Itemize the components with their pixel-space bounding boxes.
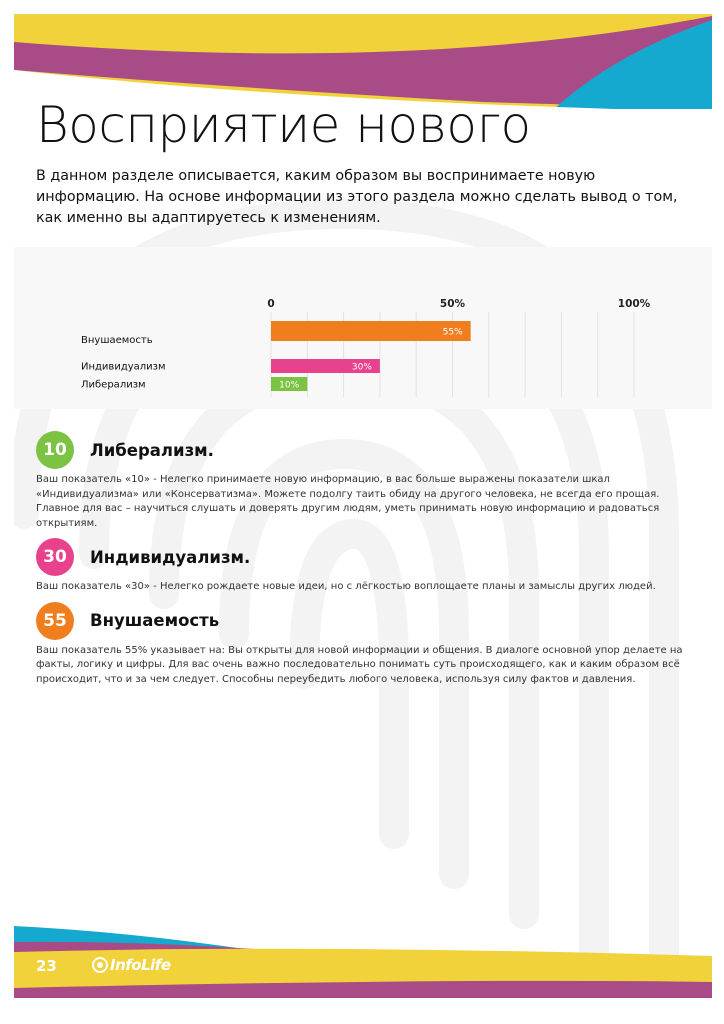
section-header (36, 537, 696, 577)
chart-panel (14, 247, 712, 409)
page-title: Восприятие нового (36, 96, 531, 154)
bar-value-label: 30% (351, 362, 372, 373)
results-sections (36, 430, 696, 693)
logo-text: InfoLife (110, 956, 171, 974)
chart-tick-labels (267, 298, 650, 310)
bar-value-label: 10% (279, 380, 300, 391)
bar-chart (14, 247, 712, 409)
section-text: Ваш показатель 55% указывает на: Вы открыты для новой информации и общения. В диалоге основной упор делаете на факты, логику и цифры. Для вас очень важно последовательно понимать суть происходящего, как и каким образом всё происходит, что и за чем следует. Способны переубедить любого человека, используя силу фактов и давления. (36, 644, 683, 685)
x-tick-label: 0 (267, 298, 275, 310)
logo-mark-icon (92, 956, 108, 974)
section-title: Либерализм. (90, 440, 214, 460)
bar-1 (271, 321, 471, 341)
score-badge: 10 (36, 431, 74, 469)
section-text: Ваш показатель «10» - Нелегко принимаете новую информацию, в вас больше выражены показатели шкал «Индивидуализма» или «Консерватизма». Можете подолгу таить обиду на другого человека, не всегда его прощая. Главное для вас – научиться слушать и доверять другим людям, уметь принимать новую информацию и радоваться открытиям. (36, 474, 660, 529)
section-liberalism (36, 430, 696, 531)
category-label: Либерализм (81, 379, 146, 391)
chart-bars (271, 321, 471, 391)
x-tick-label: 100% (617, 298, 651, 310)
score-badge: 30 (36, 538, 74, 576)
section-header (36, 601, 696, 641)
category-label: Внушаемость (81, 335, 153, 346)
score-badge: 55 (36, 602, 74, 640)
report-page (14, 14, 712, 998)
section-title: Внушаемость (90, 611, 220, 630)
category-label: Индивидуализм (81, 361, 166, 373)
section-suggestibility (36, 601, 696, 688)
x-tick-label: 50% (439, 298, 466, 310)
section-text: Ваш показатель «30» - Нелегко рождаете новые идеи, но с лёгкостью воплощаете планы и замыслы других людей. (36, 581, 656, 592)
chart-category-labels (81, 335, 166, 391)
bar-value-label: 55% (442, 327, 463, 338)
infolife-logo (92, 954, 171, 976)
section-title: Индивидуализм. (90, 547, 251, 567)
section-individualism (36, 537, 696, 595)
page-intro: В данном разделе описывается, каким образом вы воспринимаете новую информацию. На основе информации из этого раздела можно сделать вывод о том, как именно вы адаптируетесь к изменениям. (36, 168, 678, 226)
page-number: 23 (36, 957, 57, 975)
top-wave-band (14, 14, 712, 109)
section-header (36, 430, 696, 470)
